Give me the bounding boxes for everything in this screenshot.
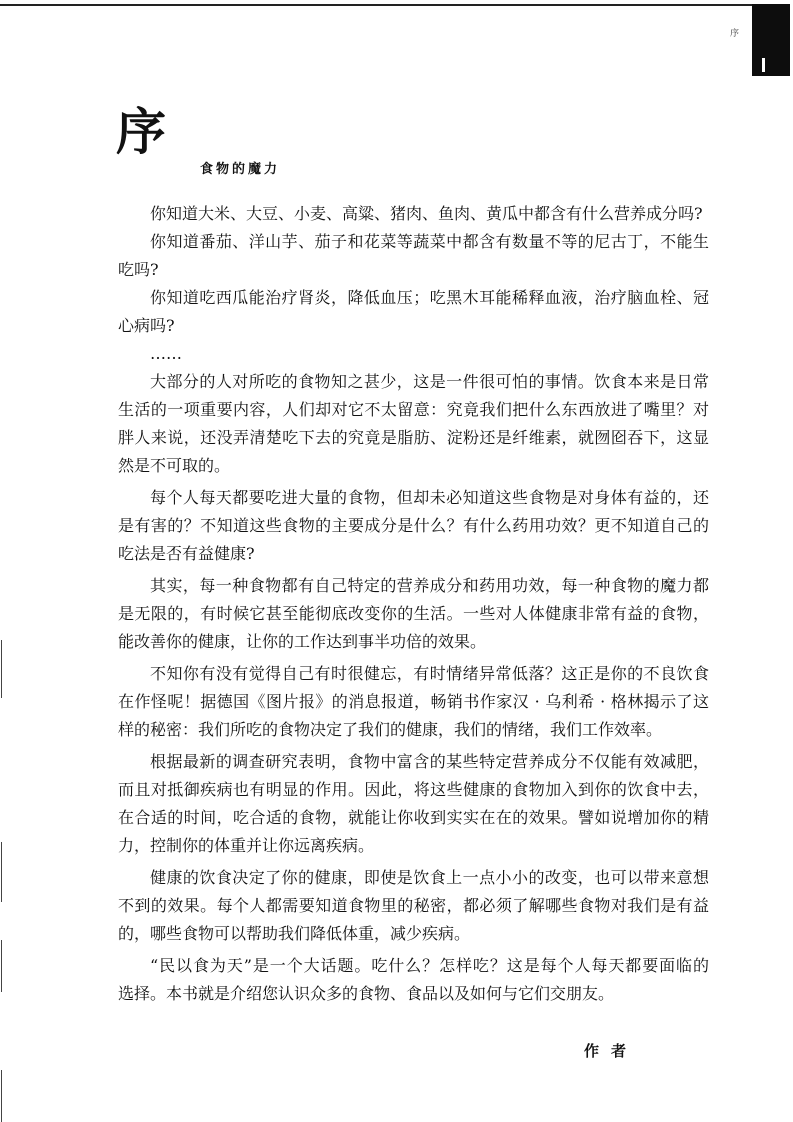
paragraph xyxy=(118,572,709,656)
paragraph xyxy=(118,864,709,948)
paragraph-line: 根据最新的调查研究表明，食物中富含的某些特定营养成分不仅能有效减肥， xyxy=(150,752,709,771)
scan-margin-mark xyxy=(1,640,2,698)
paragraph xyxy=(118,660,709,744)
paragraph-line: 的，哪些食物可以帮助我们降低体重，减少疾病。 xyxy=(118,924,471,943)
scan-margin-mark xyxy=(1,940,2,992)
paragraph-line: 能改善你的健康，让你的工作达到事半功倍的效果。 xyxy=(118,632,487,651)
paragraph-line: …… xyxy=(150,344,182,363)
paragraph xyxy=(118,484,709,568)
chapter-thumb-tab-notch xyxy=(762,58,765,72)
page-subtitle: 食物的魔力 xyxy=(200,162,281,177)
paragraph-line: 心病吗? xyxy=(118,316,175,335)
paragraph-line: 样的秘密：我们所吃的食物决定了我们的健康，我们的情绪，我们工作效率。 xyxy=(118,720,663,739)
paragraph-line: 在作怪呢！据德国《图片报》的消息报道，畅销书作家汉 · 乌利希 · 格林揭示了这 xyxy=(118,692,709,711)
author-signature: 作者 xyxy=(584,1042,639,1060)
paragraph-line: 你知道吃西瓜能治疗肾炎，降低血压；吃黑木耳能稀释血液，治疗脑血栓、冠 xyxy=(150,288,709,307)
header-rule xyxy=(0,4,772,6)
paragraph-line: 不到的效果。每个人都需要知道食物里的秘密，都必须了解哪些食物对我们是有益 xyxy=(118,896,709,915)
paragraph-line: 生活的一项重要内容，人们却对它不太留意：究竟我们把什么东西放进了嘴里？对 xyxy=(118,400,709,419)
paragraph xyxy=(118,368,709,480)
paragraph xyxy=(118,952,709,1008)
paragraph-line: 你知道大米、大豆、小麦、高粱、猪肉、鱼肉、黄瓜中都含有什么营养成分吗? xyxy=(150,204,703,223)
paragraph-line: 力，控制你的体重并让你远离疾病。 xyxy=(118,836,375,855)
paragraph-line: 吃法是否有益健康? xyxy=(118,544,255,563)
chapter-thumb-tab xyxy=(752,4,790,76)
paragraph-line: 在合适的时间，吃合适的食物，就能让你收到实实在在的效果。譬如说增加你的精 xyxy=(118,808,709,827)
paragraph xyxy=(118,228,709,284)
paragraph xyxy=(118,200,709,228)
paragraph xyxy=(118,748,709,860)
paragraph-line: 每个人每天都要吃进大量的食物，但却未必知道这些食物是对身体有益的，还 xyxy=(150,488,709,507)
paragraph-line: 选择。本书就是介绍您认识众多的食物、食品以及如何与它们交朋友。 xyxy=(118,984,615,1003)
paragraph-line: 其实，每一种食物都有自己特定的营养成分和药用功效，每一种食物的魔力都 xyxy=(150,576,709,595)
scan-margin-mark xyxy=(1,1070,2,1122)
scan-margin-mark xyxy=(1,842,2,902)
paragraph-line: 是无限的，有时候它甚至能彻底改变你的生活。一些对人体健康非常有益的食物， xyxy=(118,604,709,623)
paragraph xyxy=(118,284,709,340)
page-title: 序 xyxy=(116,102,166,161)
paragraph-line: 吃吗? xyxy=(118,260,159,279)
paragraph-line: 而且对抵御疾病也有明显的作用。因此，将这些健康的食物加入到你的饮食中去， xyxy=(118,780,709,799)
paragraph xyxy=(118,340,709,368)
paragraph-line: 你知道番茄、洋山芋、茄子和花菜等蔬菜中都含有数量不等的尼古丁，不能生 xyxy=(150,232,709,251)
paragraph-line: “民以食为天”是一个大话题。吃什么？怎样吃？这是每个人每天都要面临的 xyxy=(150,956,709,975)
paragraph-line: 健康的饮食决定了你的健康，即使是饮食上一点小小的改变，也可以带来意想 xyxy=(150,868,709,887)
preface-body xyxy=(118,200,709,1012)
running-head: 序 xyxy=(730,29,740,39)
paragraph-line: 胖人来说，还没弄清楚吃下去的究竟是脂肪、淀粉还是纤维素，就囫囵吞下，这显 xyxy=(118,428,709,447)
paragraph-line: 不知你有没有觉得自己有时很健忘，有时情绪异常低落？这正是你的不良饮食 xyxy=(150,664,709,683)
paragraph-line: 然是不可取的。 xyxy=(118,456,231,475)
paragraph-line: 大部分的人对所吃的食物知之甚少，这是一件很可怕的事情。饮食本来是日常 xyxy=(150,372,709,391)
paragraph-line: 是有害的？不知道这些食物的主要成分是什么？有什么药用功效？更不知道自己的 xyxy=(118,516,709,535)
